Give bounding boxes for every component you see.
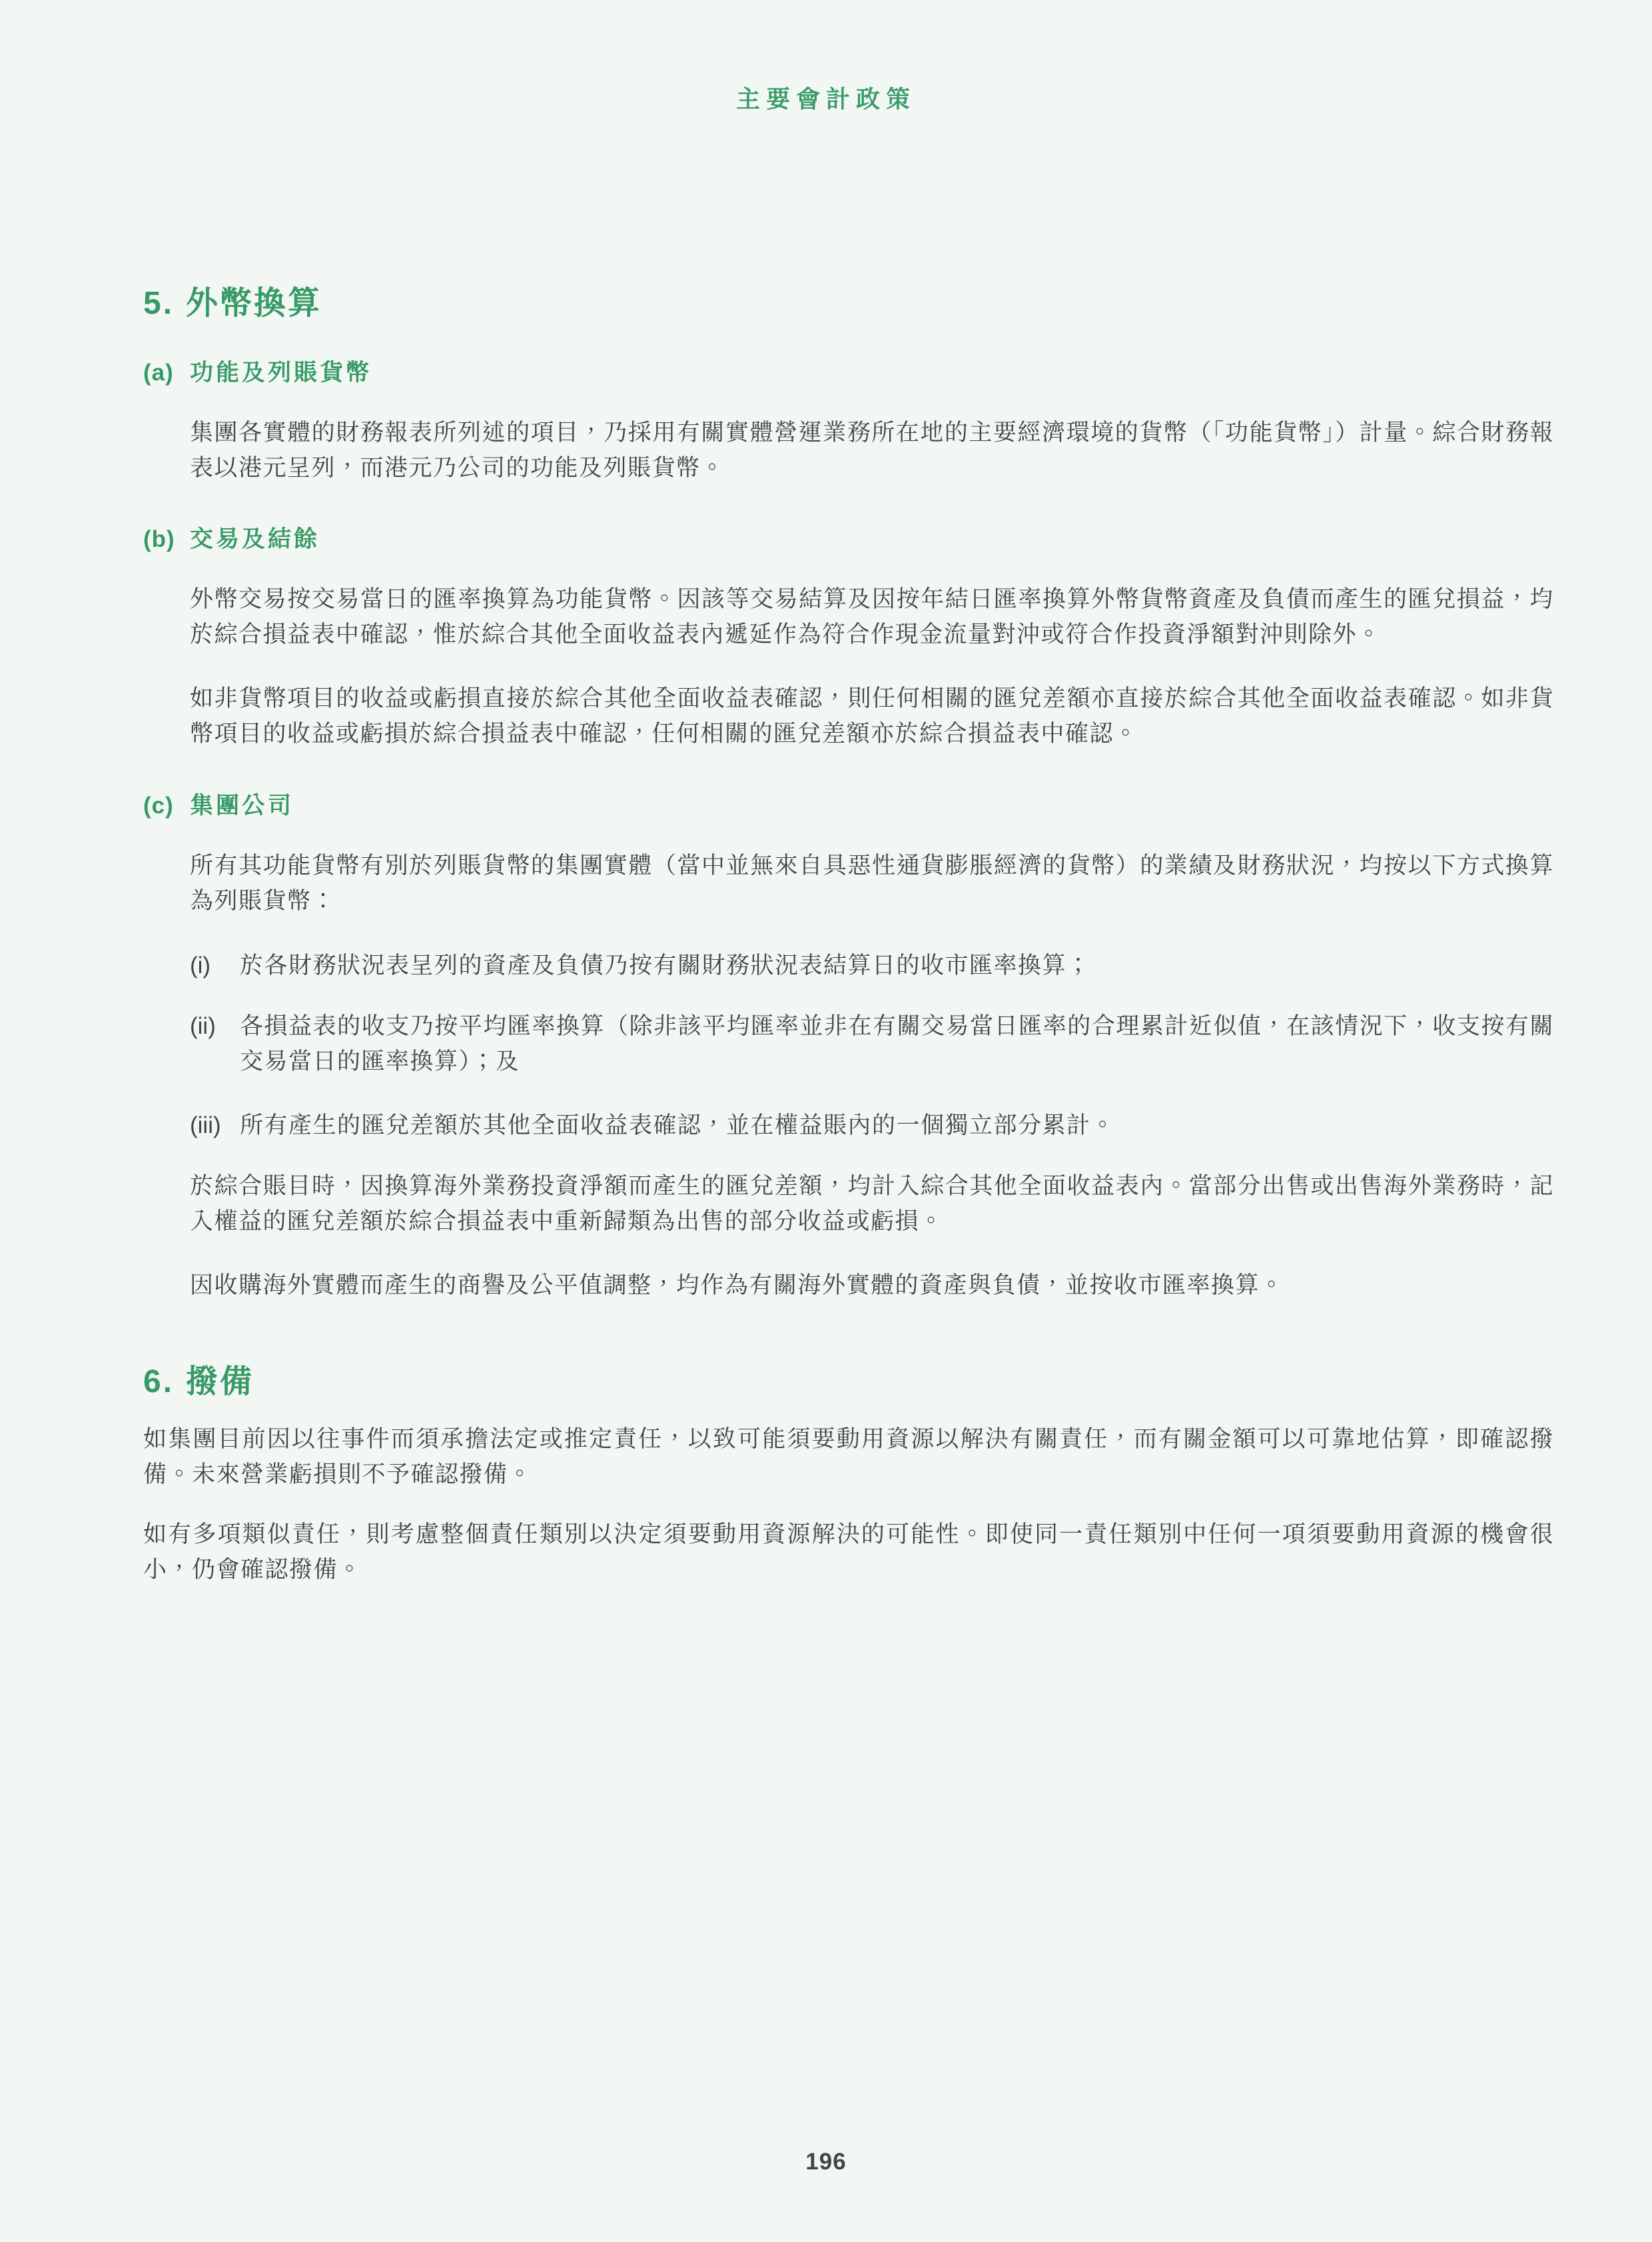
section-6-heading — [143, 1361, 1554, 1403]
subsection-c-consolidation-paragraph: 於綜合賬目時，因換算海外業務投資淨額而產生的匯兌差額，均計入綜合其他全面收益表內。當部分出售或出售海外業務時，記入權益的匯兌差額於綜合損益表中重新歸類為出售的部分收益或虧損。 — [190, 1173, 1554, 1234]
subsection-b-title: 交易及結餘 — [190, 526, 320, 552]
subsection-c-heading — [143, 791, 1554, 821]
subsection-b-paragraph-2: 如非貨幣項目的收益或虧損直接於綜合其他全面收益表確認，則任何相關的匯兌差額亦直接於綜合其他全面收益表確認。如非貨幣項目的收益或虧損於綜合損益表中確認，任何相關的匯兌差額亦於綜合損益表中確認。 — [190, 685, 1554, 747]
list-item — [190, 1108, 1554, 1143]
section-5-number: 5. — [143, 286, 175, 321]
section-5-title: 外幣換算 — [186, 286, 322, 321]
subsection-c-marker: (c) — [143, 793, 174, 819]
subsection-b-heading — [143, 524, 1554, 555]
section-6-paragraph-1: 如集團目前因以往事件而須承擔法定或推定責任，以致可能須要動用資源以解決有關責任，而有關金額可以可靠地估算，即確認撥備。未來營業虧損則不予確認撥備。 — [143, 1426, 1554, 1487]
subsection-c-title: 集團公司 — [190, 793, 294, 819]
subsection-a-heading — [143, 358, 1554, 388]
list-item-iii-marker: (iii) — [190, 1112, 221, 1138]
subsection-b-paragraph-1: 外幣交易按交易當日的匯率換算為功能貨幣。因該等交易結算及因按年結日匯率換算外幣貨幣資產及負債而產生的匯兌損益，均於綜合損益表中確認，惟於綜合其他全面收益表內遞延作為符合作現金流量對沖或符合作投資淨額對沖則除外。 — [190, 586, 1554, 647]
list-item-ii-text: 各損益表的收支乃按平均匯率換算（除非該平均匯率並非在有關交易當日匯率的合理累計近似值，在該情況下，收支按有關交易當日的匯率換算）；及 — [240, 1013, 1554, 1074]
list-item — [190, 948, 1554, 983]
list-item-iii-text: 所有產生的匯兌差額於其他全面收益表確認，並在權益賬內的一個獨立部分累計。 — [240, 1112, 1116, 1138]
list-item-i-marker: (i) — [190, 952, 211, 978]
page-number: 196 — [805, 2149, 847, 2175]
document-title: 主要會計政策 — [735, 85, 916, 113]
section-6-title: 撥備 — [186, 1364, 254, 1399]
subsection-a-marker: (a) — [143, 360, 174, 386]
list-item-i-text: 於各財務狀況表呈列的資產及負債乃按有關財務狀況表結算日的收市匯率換算； — [240, 952, 1091, 978]
section-6-paragraph-2: 如有多項類似責任，則考慮整個責任類別以決定須要動用資源解決的可能性。即使同一責任類別中任何一項須要動用資源的機會很小，仍會確認撥備。 — [143, 1521, 1554, 1583]
subsection-c-goodwill-paragraph: 因收購海外實體而產生的商譽及公平值調整，均作為有關海外實體的資產與負債，並按收市匯率換算。 — [190, 1272, 1284, 1298]
list-item-ii-marker: (ii) — [190, 1013, 216, 1039]
page-content — [143, 0, 1554, 1611]
section-6-number: 6. — [143, 1364, 175, 1399]
subsection-a-title: 功能及列賬貨幣 — [190, 360, 372, 386]
list-item — [190, 1008, 1554, 1079]
subsection-a-paragraph: 集團各實體的財務報表所列述的項目，乃採用有關實體營運業務所在地的主要經濟環境的貨幣（「功能貨幣」）計量。綜合財務報表以港元呈列，而港元乃公司的功能及列賬貨幣。 — [190, 420, 1554, 481]
subsection-b-marker: (b) — [143, 526, 175, 552]
subsection-c-intro-paragraph: 所有其功能貨幣有別於列賬貨幣的集團實體（當中並無來自具惡性通貨膨脹經濟的貨幣）的業績及財務狀況，均按以下方式換算為列賬貨幣： — [190, 853, 1554, 914]
section-5-heading — [143, 283, 1554, 324]
